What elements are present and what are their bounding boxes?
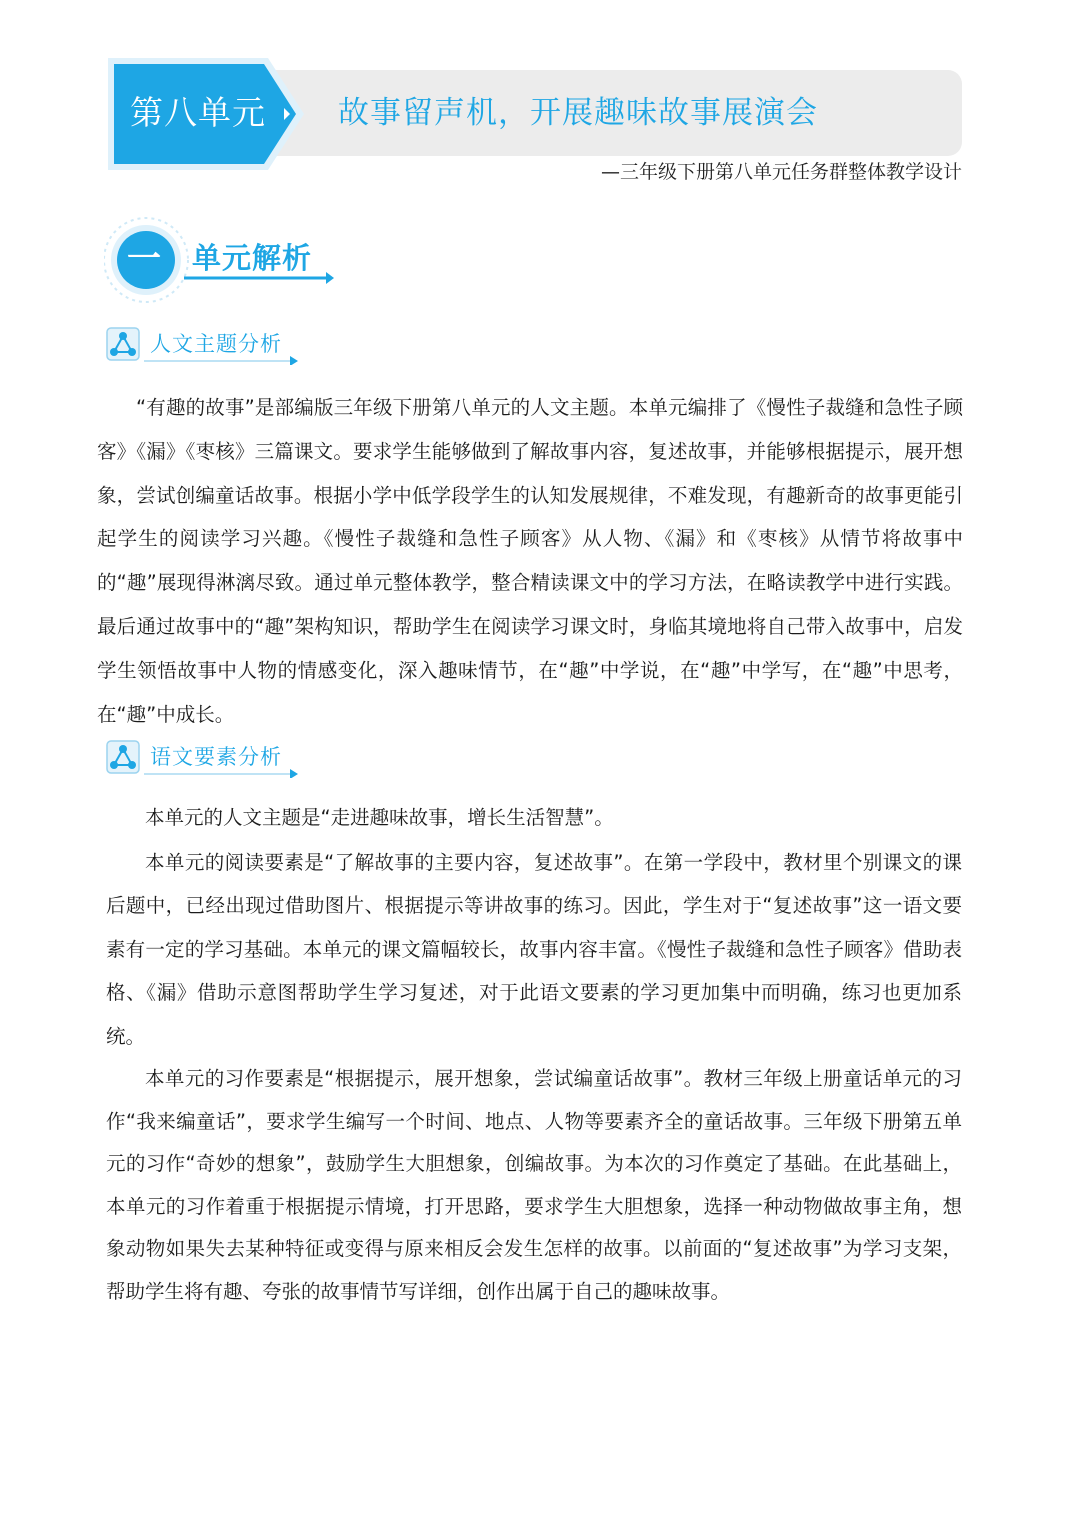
section-header xyxy=(104,214,344,306)
subsection-title: 语文要素分析 xyxy=(150,745,282,769)
language-paragraph-reading: 本单元的阅读要素是“了解故事的主要内容，复述故事”。在第一学段中，教材里个别课文的课后题中，已经出现过借助图片、根据提示等讲故事的练习。因此，学生对于“复述故事”这一语文要素有一定的学习基础。本单元的课文篇幅较长，故事内容丰富。《慢性子裁缝和急性子顾客》借助表格、《漏》借助示意图帮助学生学习复述，对于此语文要素的学习更加集中而明确，练习也更加系统。 xyxy=(106,851,962,1048)
unit-subtitle: —三年级下册第八单元任务群整体教学设计 xyxy=(600,161,962,183)
unit-title: 故事留声机，开展趣味故事展演会 xyxy=(338,95,818,131)
subsection-header-language xyxy=(104,738,304,778)
language-paragraph-theme: 本单元的人文主题是“走进趣味故事，增长生活智慧”。 xyxy=(145,806,614,829)
humanities-paragraph: “有趣的故事”是部编版三年级下册第八单元的人文主题。本单元编排了《慢性子裁缝和急性子顾客》《漏》《枣核》三篇课文。要求学生能够做到了解故事内容，复述故事，并能够根据提示，展开想象，尝试创编童话故事。根据小学中低学段学生的认知发展规律，不难发现，有趣新奇的故事更能引起学生的阅读学习兴趣。《慢性子裁缝和急性子顾客》从人物、《漏》和《枣核》从情节将故事中的“趣”展现得淋漓尽致。通过单元整体教学，整合精读课文中的学习方法，在略读教学中进行实践。最后通过故事中的“趣”架构知识，帮助学生在阅读学习课文时，身临其境地将自己带入故事中，启发学生领悟故事中人物的情感变化，深入趣味情节，在“趣”中学说，在“趣”中学写，在“趣”中思考，在“趣”中成长。 xyxy=(97,396,963,726)
section-number: 一 xyxy=(127,239,161,279)
subsection-title: 人文主题分析 xyxy=(150,332,282,356)
section-title: 单元解析 xyxy=(192,241,313,275)
subsection-header-humanities xyxy=(104,325,304,365)
language-paragraph-writing: 本单元的习作要素是“根据提示，展开想象，尝试编童话故事”。教材三年级上册童话单元的习作“我来编童话”，要求学生编写一个时间、地点、人物等要素齐全的童话故事。三年级下册第五单元的习作“奇妙的想象”，鼓励学生大胆想象，创编故事。为本次的习作奠定了基础。在此基础上，本单元的习作着重于根据提示情境，打开思路，要求学生大胆想象，选择一种动物做故事主角，想象动物如果失去某种特征或变得与原来相反会发生怎样的故事。以前面的“复述故事”为学习支架，帮助学生将有趣、夸张的故事情节写详细，创作出属于自己的趣味故事。 xyxy=(106,1067,962,1303)
unit-label: 第八单元 xyxy=(130,93,266,132)
